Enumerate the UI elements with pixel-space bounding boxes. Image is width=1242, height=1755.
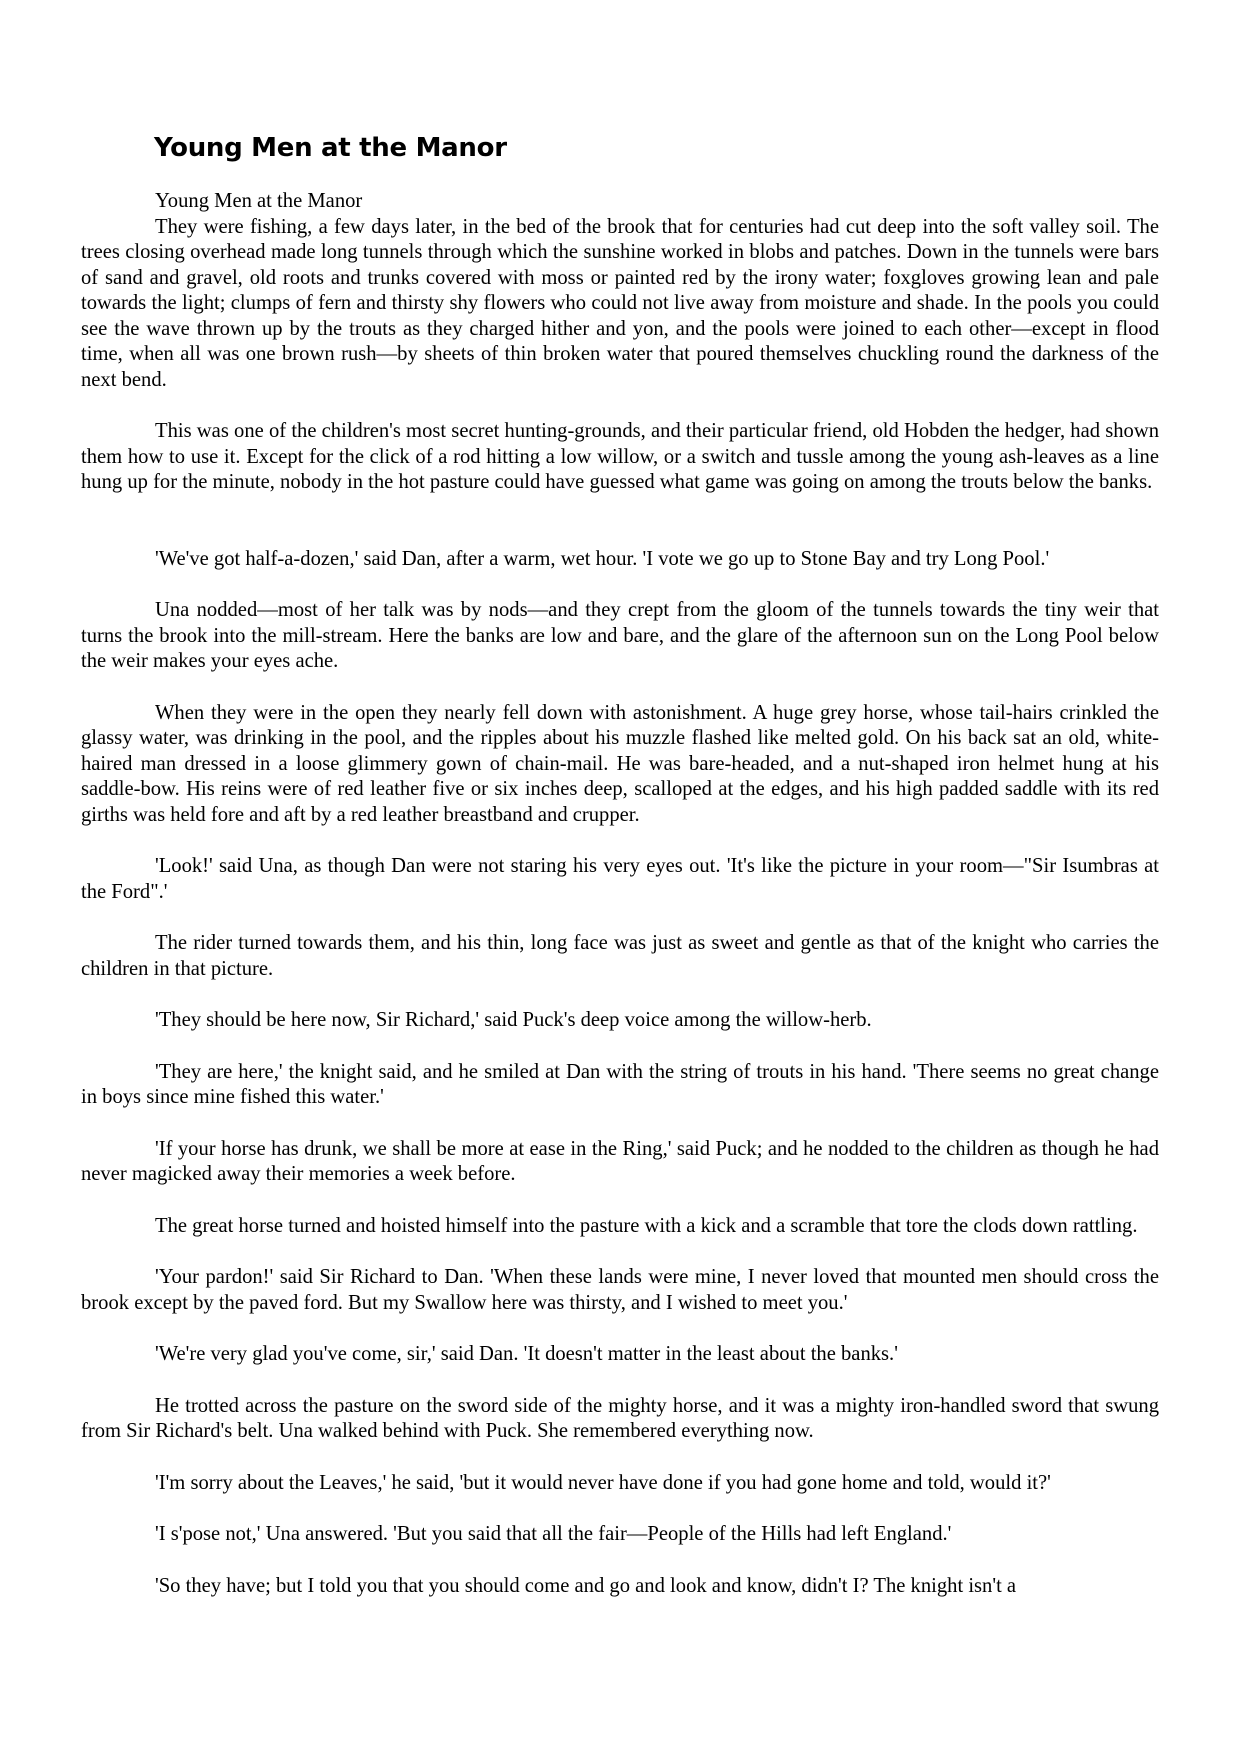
paragraph: 'I'm sorry about the Leaves,' he said, 'but it would never have done if you had gone home and told, would it?' [155, 1471, 1051, 1494]
paragraph: 'We've got half-a-dozen,' said Dan, after a warm, wet hour. 'I vote we go up to Stone Bay and try Long Pool.' [155, 547, 1050, 570]
paragraph: 'We're very glad you've come, sir,' said Dan. 'It doesn't matter in the least about the banks.' [155, 1343, 898, 1365]
paragraph: They were fishing, a few days later, in the bed of the brook that for centuries had cut deep into the soft valley soil. The trees closing overhead made long tunnels through which the sunshine worked in blobs and patches. Down in the tunnels were bars of sand and gravel, old roots and trunks covered with moss or painted red by the irony water; foxgloves growing lean and pale towards the light; clumps of fern and thirsty shy flowers who could not live away from moisture and shade. In the pools you could see the wave thrown up by the trouts as they charged hither and yon, and the pools were joined to each other—except in flood time, when all was one brown rush—by sheets of thin broken water that poured themselves chuckling round the darkness of the next bend. [81, 215, 1159, 391]
paragraph: The great horse turned and hoisted himself into the pasture with a kick and a scramble that tore the clods down rattling. [155, 1214, 1138, 1237]
chapter-subtitle: Young Men at the Manor [155, 190, 363, 212]
paragraph: 'So they have; but I told you that you should come and go and look and know, didn't I? The knight isn't a [155, 1574, 1017, 1597]
paragraph: The rider turned towards them, and his thin, long face was just as sweet and gentle as that of the knight who carries the children in that picture. [81, 932, 1159, 980]
chapter-heading: Young Men at the Manor [154, 133, 507, 163]
paragraph: He trotted across the pasture on the sword side of the mighty horse, and it was a mighty iron-handled sword that swung from Sir Richard's belt. Una walked behind with Puck. She remembered everything now. [81, 1394, 1159, 1442]
paragraph: 'I s'pose not,' Una answered. 'But you said that all the fair—People of the Hills had left England.' [155, 1523, 952, 1545]
paragraph: 'If your horse has drunk, we shall be more at ease in the Ring,' said Puck; and he nodded to the children as though he had never magicked away their memories a week before. [81, 1137, 1159, 1185]
paragraph: This was one of the children's most secret hunting-grounds, and their particular friend, old Hobden the hedger, had shown them how to use it. Except for the click of a rod hitting a low willow, or a switch and tussle among the young ash-leaves as a line hung up for the minute, nobody in the hot pasture could have guessed what game was going on among the trouts below the banks. [81, 420, 1159, 493]
document-body [81, 189, 1159, 1599]
paragraph: 'They are here,' the knight said, and he smiled at Dan with the string of trouts in his hand. 'There seems no great change in boys since mine fished this water.' [81, 1060, 1159, 1108]
paragraph: 'Your pardon!' said Sir Richard to Dan. 'When these lands were mine, I never loved that mounted men should cross the brook except by the paved ford. But my Swallow here was thirsty, and I wished to meet you.' [81, 1266, 1159, 1314]
paragraph: 'They should be here now, Sir Richard,' said Puck's deep voice among the willow-herb. [155, 1009, 872, 1031]
paragraph: When they were in the open they nearly fell down with astonishment. A huge grey horse, whose tail-hairs crinkled the glassy water, was drinking in the pool, and the ripples about his muzzle flashed like melted gold. On his back sat an old, white-haired man dressed in a loose glimmery gown of chain-mail. He was bare-headed, and a nut-shaped iron helmet hung at his saddle-bow. His reins were of red leather five or six inches deep, scalloped at the edges, and his high padded saddle with its red girths was held fore and aft by a red leather breastband and crupper. [81, 701, 1159, 826]
paragraph: 'Look!' said Una, as though Dan were not staring his very eyes out. 'It's like the picture in your room—"Sir Isumbras at the Ford".' [81, 855, 1159, 903]
paragraph: Una nodded—most of her talk was by nods—and they crept from the gloom of the tunnels towards the tiny weir that turns the brook into the mill-stream. Here the banks are low and bare, and the glare of the afternoon sun on the Long Pool below the weir makes your eyes ache. [81, 599, 1159, 672]
